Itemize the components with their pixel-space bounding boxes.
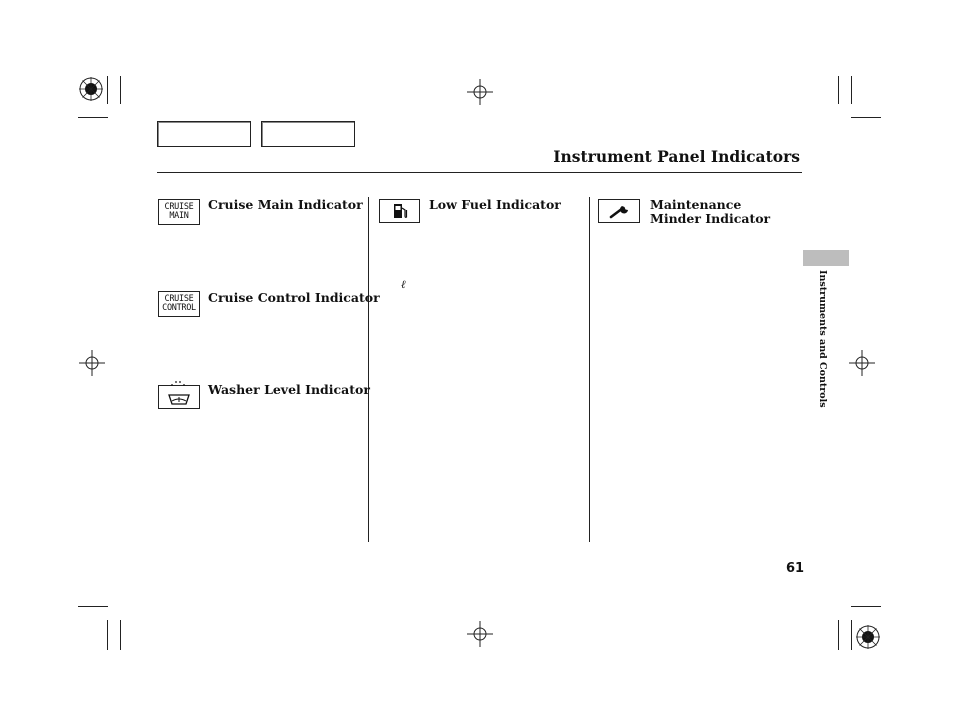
section-tab-label: Instruments and Controls — [817, 270, 828, 408]
maintenance-minder-heading: Maintenance Minder Indicator — [650, 197, 771, 226]
cruise-control-icon — [158, 291, 200, 317]
cruise-control-icon-line1: CRUISE — [164, 294, 194, 304]
header-tab-box-2 — [261, 121, 355, 147]
section-tab-marker — [803, 250, 849, 266]
cruise-main-icon — [158, 199, 200, 225]
washer-level-heading: Washer Level Indicator — [208, 382, 370, 397]
page-title: Instrument Panel Indicators — [553, 147, 800, 166]
column-divider-1 — [368, 197, 369, 542]
cruise-control-icon-line2: CONTROL — [162, 303, 196, 313]
title-rule — [157, 172, 802, 173]
cruise-main-icon-line1: CRUISE — [164, 202, 194, 212]
column-divider-2 — [589, 197, 590, 542]
cruise-main-icon-line2: MAIN — [169, 211, 189, 221]
page-number: 61 — [786, 561, 805, 576]
cruise-main-heading: Cruise Main Indicator — [208, 197, 363, 212]
low-fuel-heading: Low Fuel Indicator — [429, 197, 561, 212]
washer-spray-dots — [168, 379, 188, 387]
cruise-control-heading: Cruise Control Indicator — [208, 290, 380, 305]
washer-level-icon — [158, 385, 200, 409]
crosshair-top-center — [467, 79, 493, 105]
header-tab-box-1 — [157, 121, 251, 147]
liter-symbol: ℓ — [401, 278, 406, 291]
crosshair-left-middle — [79, 350, 105, 376]
crosshair-right-middle — [849, 350, 875, 376]
wrench-icon — [598, 199, 640, 223]
fuel-pump-icon — [379, 199, 420, 223]
crosshair-bottom-center — [467, 621, 493, 647]
